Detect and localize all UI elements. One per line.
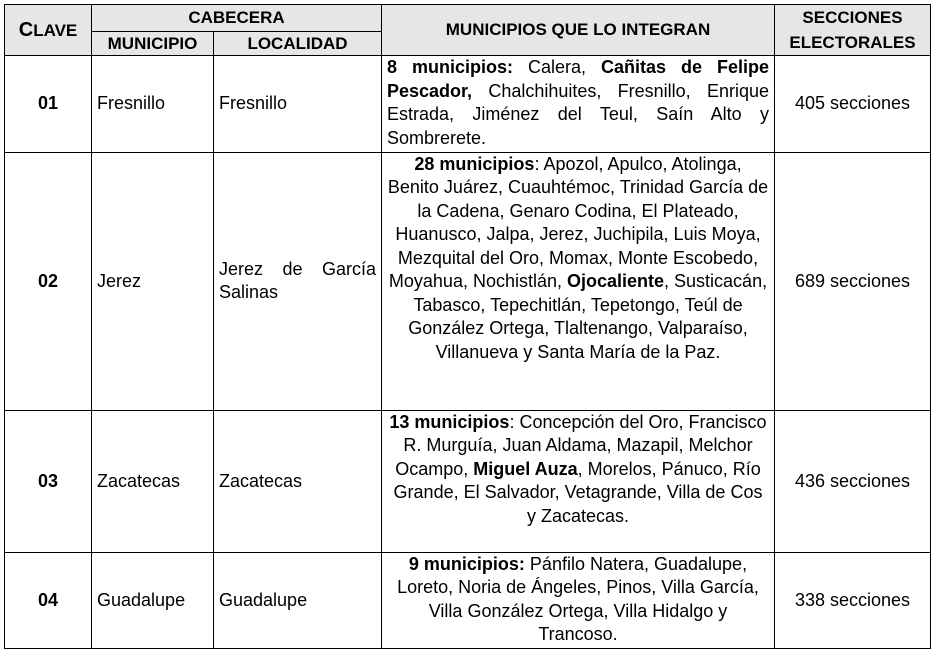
secciones-cell: 405 secciones	[775, 56, 931, 152]
table-row	[5, 152, 931, 410]
header-municipios-integran: MUNICIPIOS QUE LO INTEGRAN	[382, 5, 775, 56]
localidad-cell: Guadalupe	[214, 552, 382, 648]
table-row	[5, 410, 931, 552]
localidad-cell: Zacatecas	[214, 410, 382, 552]
clave-cell: 01	[5, 56, 92, 152]
header-localidad: LOCALIDAD	[214, 32, 382, 56]
clave-cell: 03	[5, 410, 92, 552]
table-row	[5, 552, 931, 648]
localidad-cell: Fresnillo	[214, 56, 382, 152]
municipio-cell: Fresnillo	[92, 56, 214, 152]
header-row-top	[5, 5, 931, 32]
localidad-cell: Jerez de García Salinas	[214, 152, 382, 410]
clave-cell: 04	[5, 552, 92, 648]
municipio-cell: Guadalupe	[92, 552, 214, 648]
municipios-cell: 28 municipios: Apozol, Apulco, Atolinga, Benito Juárez, Cuauhtémoc, Trinidad García de la Cadena, Genaro Codina, El Plateado, Huanusco, Jalpa, Jerez, Juchipila, Luis Moya, Mezquital del Oro, Momax, Monte Escobedo, Moyahua, Nochistlán, Ojocaliente, Susticacán, Tabasco, Tepechitlán, Tepetongo, Teúl de González Ortega, Tlaltenango, Valparaíso, Villanueva y Santa María de la Paz.	[382, 152, 775, 410]
clave-cell: 02	[5, 152, 92, 410]
municipio-cell: Jerez	[92, 152, 214, 410]
secciones-cell: 436 secciones	[775, 410, 931, 552]
municipios-cell: 8 municipios: Calera, Cañitas de Felipe Pescador, Chalchihuites, Fresnillo, Enrique Estrada, Jiménez del Teul, Saín Alto y Sombrerete.	[382, 56, 775, 152]
municipios-cell: 9 municipios: Pánfilo Natera, Guadalupe, Loreto, Noria de Ángeles, Pinos, Villa García, Villa González Ortega, Villa Hidalgo y Trancoso.	[382, 552, 775, 648]
secciones-cell: 338 secciones	[775, 552, 931, 648]
secciones-cell: 689 secciones	[775, 152, 931, 410]
districts-table	[4, 4, 931, 649]
municipio-cell: Zacatecas	[92, 410, 214, 552]
header-cabecera: CABECERA	[92, 5, 382, 32]
header-municipio: MUNICIPIO	[92, 32, 214, 56]
header-secciones-electorales: SECCIONES ELECTORALES	[775, 5, 931, 56]
municipios-cell: 13 municipios: Concepción del Oro, Francisco R. Murguía, Juan Aldama, Mazapil, Melchor Ocampo, Miguel Auza, Morelos, Pánuco, Río Grande, El Salvador, Vetagrande, Villa de Cos y Zacatecas.	[382, 410, 775, 552]
header-clave: CLAVE	[5, 5, 92, 56]
table-row	[5, 56, 931, 152]
